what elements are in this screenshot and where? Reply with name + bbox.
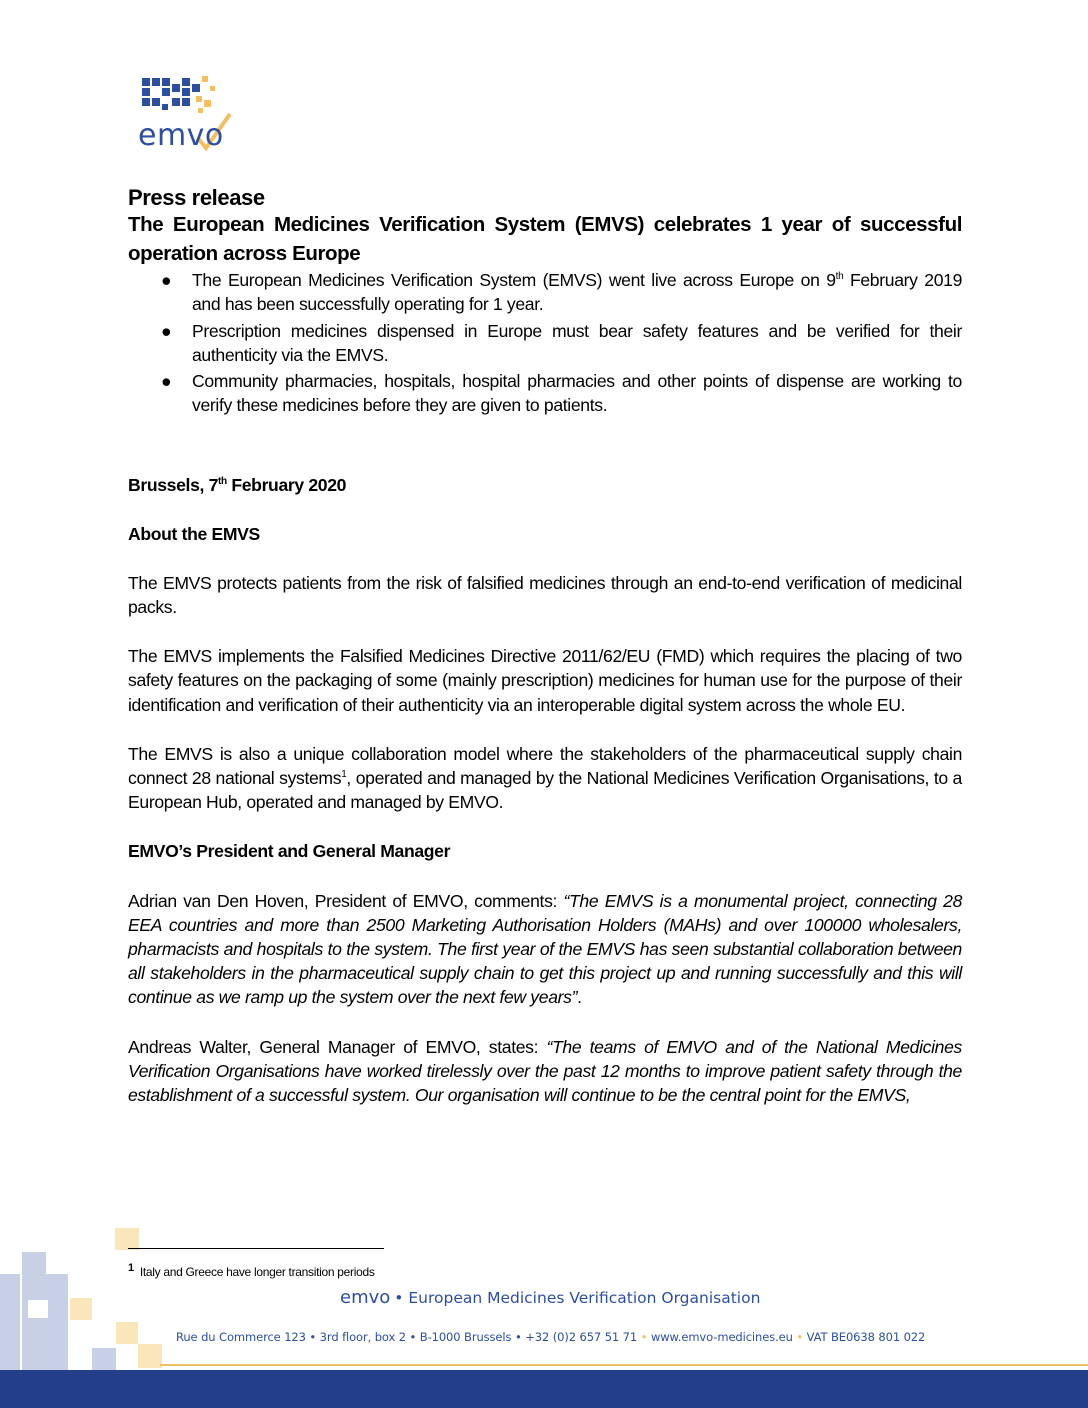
paragraph: The EMVS implements the Falsified Medicines Directive 2011/62/EU (FMD) which requires the placing of two safety features on the packaging of some (mainly prescription) medicines for human use for the purpose of their identification and verification of their authenticity via an interoperable digital system across the whole EU.	[128, 646, 962, 715]
footer-gold-line	[160, 1364, 1088, 1366]
section-heading-management: EMVO’s President and General Manager	[128, 841, 451, 862]
footnote-ref: 1	[341, 769, 347, 781]
key-points-list	[128, 268, 962, 417]
bullet-icon: ●	[161, 270, 172, 291]
footer-organisation: emvo • European Medicines Verification Organisation	[340, 1287, 761, 1308]
footnote-divider	[128, 1248, 384, 1249]
footer-logo: emvo	[340, 1287, 391, 1308]
emvo-logo-wordmark: emvo	[138, 118, 224, 153]
footer-website: www.emvo-medicines.eu	[650, 1330, 793, 1344]
section-heading-about: About the EMVS	[128, 523, 260, 544]
press-release-label: Press release	[128, 185, 265, 210]
dateline: Brussels, 7th February 2020	[128, 475, 347, 496]
bullet-icon: ●	[161, 371, 172, 392]
press-release-body	[128, 186, 962, 1107]
list-item: ● Community pharmacies, hospitals, hospital pharmacies and other points of dispense are working to verify these medicines before they are given to patients.	[161, 371, 962, 416]
footer-decoration	[0, 1222, 170, 1370]
list-item: ● Prescription medicines dispensed in Europe must bear safety features and be verified for their authenticity via the EMVS.	[161, 320, 962, 365]
bullet-icon: ●	[161, 320, 172, 341]
quote-paragraph-president: Adrian van Den Hoven, President of EMVO, comments: “The EMVS is a monumental project, connecting 28 EEA countries and more than 2500 Marketing Authorisation Holders (MAHs) and over 100000 wholesalers, pharmacists and hospitals to the system. The first year of the EMVS has seen substantial collaboration between all stakeholders in the pharmaceutical supply chain to get this project up and running successfully and this will continue as we ramp up the system over the next few years”.	[128, 890, 963, 1008]
paragraph: The EMVS is also a unique collaboration model where the stakeholders of the pharmaceutical supply chain connect 28 national systems$^1$, operated and managed by the National Medicines Verification Organisations, to a European Hub, operated and managed by EMVO.	[128, 743, 962, 813]
footnote: 1 Italy and Greece have longer transition periods	[128, 1262, 375, 1279]
list-item: ● The European Medicines Verification System (EMVS) went live across Europe on 9th February 2019 and has been successfully operating for 1 year.	[161, 270, 963, 315]
headline: The European Medicines Verification System (EMVS) celebrates 1 year of successful operation across Europe	[128, 213, 962, 266]
footer-blue-bar	[0, 1370, 1088, 1408]
quote-paragraph-general-manager: Andreas Walter, General Manager of EMVO, states: “The teams of EMVO and of the National Medicines Verification Organisations have worked tirelessly over the past 12 months to improve patient safety through the establishment of a successful system. Our organisation will continue to be the central point for the EMVS,	[128, 1036, 962, 1106]
paragraph: The EMVS protects patients from the risk of falsified medicines through an end-to-end verification of medicinal packs.	[128, 572, 962, 618]
footer-address: Rue du Commerce 123 • 3rd floor, box 2 • B-1000 Brussels • +32 (0)2 657 51 71 • www.emvo-medicines.eu • VAT BE0638 801 022	[176, 1330, 926, 1344]
